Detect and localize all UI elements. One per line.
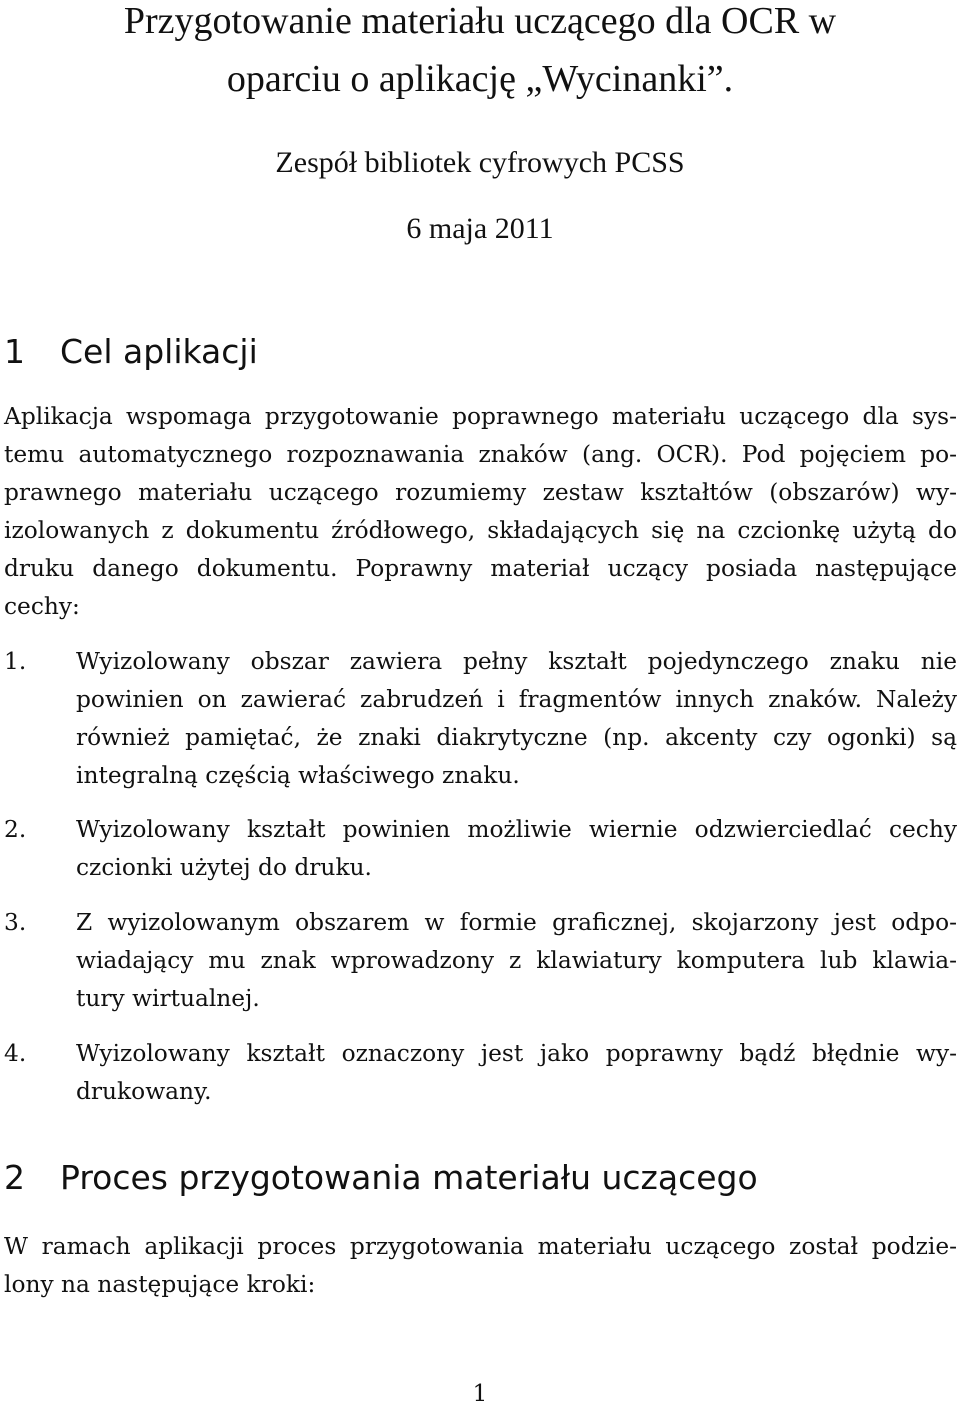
list-item-line: również pamiętać, że znaki diakrytyczne (np. akcenty czy ogonki) są: [76, 724, 957, 751]
list-item-line: Wyizolowany kształt oznaczony jest jako poprawny bądź błędnie wy-: [76, 1040, 957, 1067]
list-item-number: 3.: [4, 909, 27, 936]
list-item-number: 1.: [4, 648, 27, 675]
list-item-line: tury wirtualnej.: [76, 985, 260, 1012]
list-item-number: 2.: [4, 816, 27, 843]
list-item-number: 4.: [4, 1040, 27, 1067]
paragraph-line: izolowanych z dokumentu źródłowego, składających się na czcionkę użytą do: [4, 517, 957, 544]
section-heading-cel-aplikacji: [4, 334, 258, 370]
section-number: 2: [4, 1158, 25, 1197]
paragraph-line: cechy:: [4, 593, 80, 620]
list-item-line: powinien on zawierać zabrudzeń i fragmentów innych znaków. Należy: [76, 686, 957, 713]
paragraph-line: W ramach aplikacji proces przygotowania materiału uczącego został podzie-: [4, 1233, 957, 1260]
list-item-line: wiadający mu znak wprowadzony z klawiatury komputera lub klawia-: [76, 947, 957, 974]
paragraph-line: lony na następujące kroki:: [4, 1271, 316, 1298]
section-title: Proces przygotowania materiału uczącego: [60, 1158, 758, 1197]
list-item-line: Z wyizolowanym obszarem w formie graficznej, skojarzony jest odpo-: [76, 909, 957, 936]
section-title: Cel aplikacji: [60, 332, 258, 371]
document-date: 6 maja 2011: [406, 212, 554, 245]
paragraph-line: prawnego materiału uczącego rozumiemy zestaw kształtów (obszarów) wy-: [4, 479, 957, 506]
list-item-line: integralną częścią właściwego znaku.: [76, 762, 520, 789]
page-number: 1: [472, 1381, 488, 1407]
list-item-line: czcionki użytej do druku.: [76, 854, 372, 881]
document-title-line-1: Przygotowanie materiału uczącego dla OCR w: [123, 0, 837, 42]
list-item-line: Wyizolowany obszar zawiera pełny kształt pojedynczego znaku nie: [76, 648, 957, 675]
document-title-line-2: oparciu o aplikację „Wycinanki”.: [226, 58, 734, 100]
list-item-line: drukowany.: [76, 1078, 212, 1105]
section-number: 1: [4, 332, 25, 371]
section-heading-proces: [4, 1160, 758, 1196]
list-item-line: Wyizolowany kształt powinien możliwie wiernie odzwierciedlać cechy: [76, 816, 957, 843]
paragraph-line: druku danego dokumentu. Poprawny materiał uczący posiada następujące: [4, 555, 957, 582]
paragraph-line: temu automatycznego rozpoznawania znaków (ang. OCR). Pod pojęciem po-: [4, 441, 957, 468]
document-author: Zespół bibliotek cyfrowych PCSS: [275, 146, 685, 179]
paragraph-line: Aplikacja wspomaga przygotowanie poprawnego materiału uczącego dla sys-: [4, 403, 957, 430]
